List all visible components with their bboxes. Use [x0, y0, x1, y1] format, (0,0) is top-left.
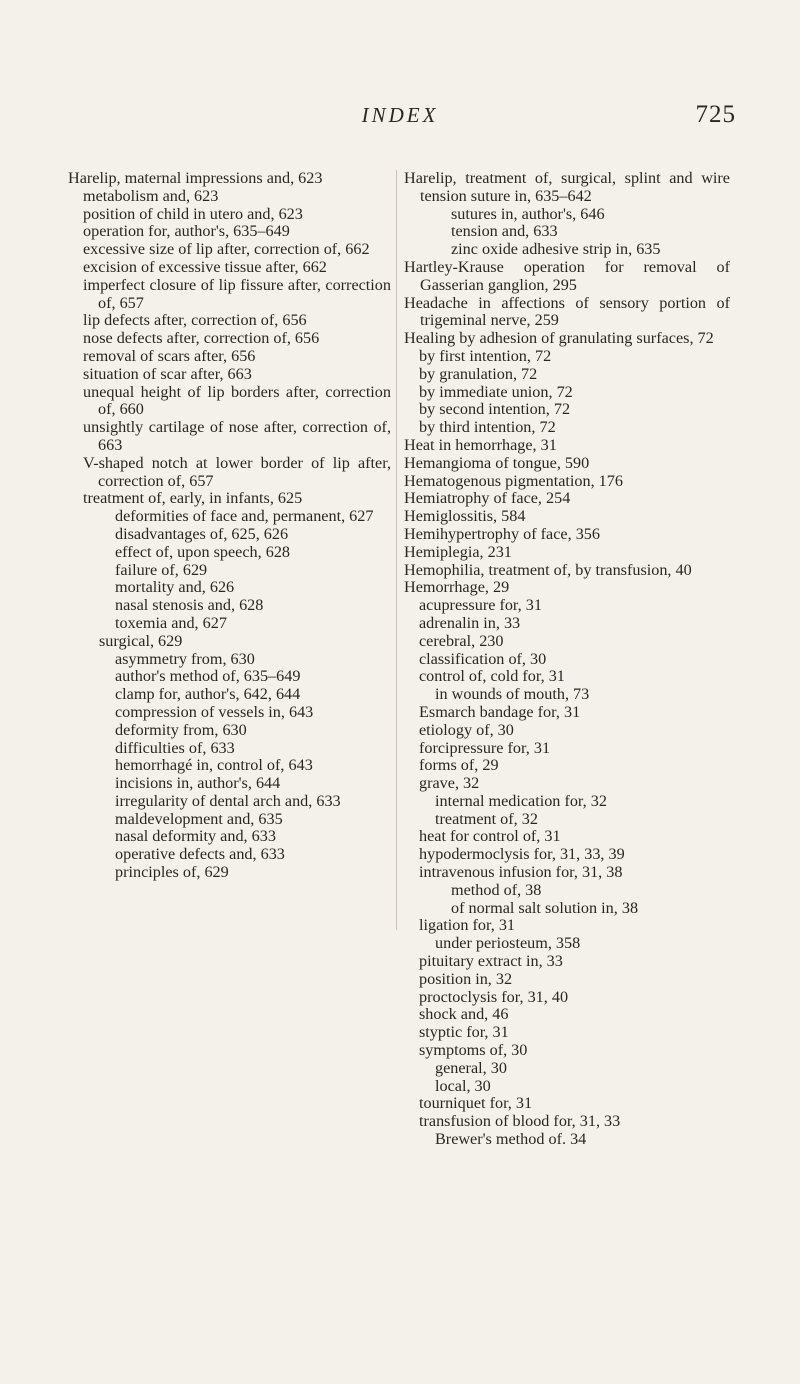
- index-entry: asymmetry from, 630: [115, 649, 255, 668]
- index-entry: effect of, upon speech, 628: [115, 542, 291, 561]
- index-entry: operation for, author's, 635–649: [83, 222, 290, 241]
- index-entry: position of child in utero and, 623: [83, 204, 303, 223]
- page-header: [0, 103, 800, 139]
- index-entry: excessive size of lip after, correction of, 662: [83, 240, 370, 259]
- index-entry: deformity from, 630: [115, 720, 247, 739]
- index-entry: treatment of, 32: [435, 809, 538, 828]
- index-entry: unsightly cartilage of nose after, correction of, 663: [83, 418, 391, 454]
- index-entry: of normal salt solution in, 38: [451, 898, 639, 917]
- index-entry: heat for control of, 31: [419, 827, 561, 846]
- index-entry: compression of vessels in, 643: [115, 702, 314, 721]
- index-entry: Healing by adhesion of granulating surfaces, 72: [404, 329, 714, 348]
- index-entry: excision of excessive tissue after, 662: [83, 257, 327, 276]
- index-entry: transfusion of blood for, 31, 33: [419, 1112, 621, 1131]
- index-entry: sutures in, author's, 646: [451, 204, 605, 223]
- index-entry: in wounds of mouth, 73: [435, 685, 590, 704]
- index-entry: Hemiplegia, 231: [404, 542, 512, 561]
- index-entry: adrenalin in, 33: [419, 613, 521, 632]
- index-entry: ligation for, 31: [419, 916, 516, 935]
- index-entry: by granulation, 72: [419, 364, 538, 383]
- index-entry: forms of, 29: [419, 756, 499, 775]
- index-entry: cerebral, 230: [419, 631, 504, 650]
- index-entry: zinc oxide adhesive strip in, 635: [451, 240, 661, 259]
- index-entry: styptic for, 31: [419, 1023, 509, 1042]
- index-entry: unequal height of lip borders after, correction of, 660: [83, 382, 391, 419]
- index-entry: Hemiatrophy of face, 254: [404, 489, 571, 508]
- index-entry: Hemihypertrophy of face, 356: [404, 524, 600, 543]
- column-divider: [396, 170, 397, 930]
- index-entry: pituitary extract in, 33: [419, 952, 563, 971]
- index-entry: toxemia and, 627: [115, 613, 227, 632]
- index-entry: hypodermoclysis for, 31, 33, 39: [419, 845, 625, 864]
- index-entry: mortality and, 626: [115, 578, 235, 597]
- index-entry: irregularity of dental arch and, 633: [115, 791, 341, 810]
- page-number: 725: [695, 101, 736, 128]
- index-entry: removal of scars after, 656: [83, 346, 256, 365]
- index-entry: treatment of, early, in infants, 625: [83, 489, 303, 508]
- index-entry: Hemangioma of tongue, 590: [404, 453, 590, 472]
- index-entry: forcipressure for, 31: [419, 738, 551, 757]
- index-entry: acupressure for, 31: [419, 596, 542, 615]
- index-entry: intravenous infusion for, 31, 38: [419, 863, 623, 882]
- index-entry: Hemiglossitis, 584: [404, 507, 526, 526]
- index-entry: by third intention, 72: [419, 418, 556, 437]
- index-entry: nasal stenosis and, 628: [115, 596, 264, 615]
- index-entry: by first intention, 72: [419, 346, 552, 365]
- index-column-right: [404, 170, 730, 1149]
- index-entry: by immediate union, 72: [419, 382, 573, 401]
- index-entry: V-shaped notch at lower border of lip after, correction of, 657: [83, 453, 391, 490]
- index-entry: Harelip, maternal impressions and, 623: [68, 169, 323, 187]
- index-entry: Hemophilia, treatment of, by transfusion, 40: [404, 560, 692, 579]
- index-entry: nose defects after, correction of, 656: [83, 329, 320, 348]
- index-entry: deformities of face and, permanent, 627: [115, 507, 374, 526]
- index-entry: under periosteum, 358: [435, 934, 581, 953]
- index-entry: lip defects after, correction of, 656: [83, 311, 307, 330]
- index-entry: Brewer's method of. 34: [435, 1130, 587, 1149]
- index-entry: grave, 32: [419, 774, 480, 793]
- index-entry: clamp for, author's, 642, 644: [115, 685, 301, 704]
- index-entry: proctoclysis for, 31, 40: [419, 987, 569, 1006]
- index-entry: disadvantages of, 625, 626: [115, 524, 289, 543]
- index-entry: situation of scar after, 663: [83, 364, 252, 383]
- index-entry: position in, 32: [419, 969, 513, 988]
- index-entry: tension and, 633: [451, 222, 558, 241]
- index-entry: Headache in affections of sensory portion of trigeminal nerve, 259: [404, 293, 730, 330]
- index-entry: symptoms of, 30: [419, 1041, 528, 1060]
- index-entry: local, 30: [435, 1076, 491, 1095]
- index-entry: Hematogenous pigmentation, 176: [404, 471, 623, 490]
- index-entry: shock and, 46: [419, 1005, 509, 1024]
- index-entry: Harelip, treatment of, surgical, splint and wire tension suture in, 635–642: [404, 169, 730, 205]
- index-entry: by second intention, 72: [419, 400, 571, 419]
- index-entry: principles of, 629: [115, 863, 229, 882]
- index-entry: internal medication for, 32: [435, 791, 607, 810]
- index-entry: Hemorrhage, 29: [404, 578, 510, 597]
- index-entry: etiology of, 30: [419, 720, 514, 739]
- index-entry: method of, 38: [451, 880, 542, 899]
- index-entry: imperfect closure of lip fissure after, correction of, 657: [83, 275, 391, 312]
- index-entry: general, 30: [435, 1058, 507, 1077]
- index-entry: Heat in hemorrhage, 31: [404, 435, 557, 454]
- index-entry: maldevelopment and, 635: [115, 809, 283, 828]
- index-entry: failure of, 629: [115, 560, 208, 579]
- running-title: INDEX: [361, 103, 439, 127]
- index-entry: author's method of, 635–649: [115, 667, 301, 686]
- index-entry: nasal deformity and, 633: [115, 827, 276, 846]
- index-entry: classification of, 30: [419, 649, 547, 668]
- index-entry: difficulties of, 633: [115, 738, 235, 757]
- index-entry: surgical, 629: [99, 631, 183, 650]
- index-entry: operative defects and, 633: [115, 845, 285, 864]
- index-entry: Esmarch bandage for, 31: [419, 702, 581, 721]
- index-entry: hemorrhagé in, control of, 643: [115, 756, 313, 775]
- index-entry: incisions in, author's, 644: [115, 774, 281, 793]
- index-entry: metabolism and, 623: [83, 186, 219, 205]
- index-entry: tourniquet for, 31: [419, 1094, 533, 1113]
- index-entry: Hartley-Krause operation for removal of Gasserian ganglion, 295: [404, 257, 730, 294]
- index-entry: control of, cold for, 31: [419, 667, 565, 686]
- index-column-left: [68, 170, 391, 882]
